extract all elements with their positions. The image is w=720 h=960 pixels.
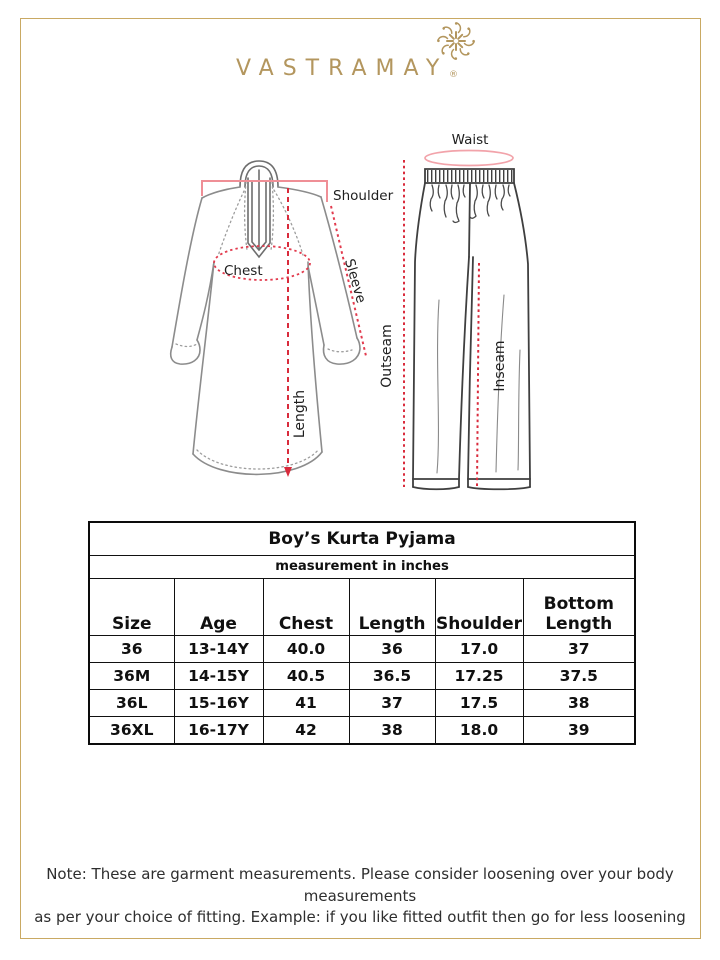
table-header-row	[89, 578, 635, 635]
table-row	[89, 635, 635, 662]
table-cell: 14-15Y	[174, 662, 263, 689]
inseam-label: Inseam	[492, 340, 508, 392]
column-header-age: Age	[174, 578, 263, 635]
waist-measure-ellipse	[425, 151, 513, 166]
table-cell: 40.0	[263, 635, 349, 662]
table-cell: 38	[523, 689, 635, 716]
column-header-length: Length	[349, 578, 435, 635]
table-cell: 37	[523, 635, 635, 662]
note-text	[32, 864, 688, 929]
sleeve-label: Sleeve	[341, 257, 369, 305]
length-label: Length	[292, 389, 308, 439]
kurta-outline-drawing	[171, 161, 360, 474]
table-cell: 36	[349, 635, 435, 662]
table-row	[89, 689, 635, 716]
chest-label: Chest	[224, 263, 263, 279]
table-cell: 36M	[89, 662, 174, 689]
table-cell: 17.25	[435, 662, 523, 689]
note-line-1: Note: These are garment measurements. Please consider loosening over your body measurements	[46, 865, 674, 905]
table-cell: 17.5	[435, 689, 523, 716]
table-cell: 36XL	[89, 716, 174, 744]
size-chart-section	[88, 521, 636, 745]
column-header-chest: Chest	[263, 578, 349, 635]
inseam-measure-line	[477, 263, 479, 487]
size-chart-subtitle: measurement in inches	[89, 555, 635, 578]
table-cell: 41	[263, 689, 349, 716]
outseam-label: Outseam	[379, 324, 395, 388]
table-cell: 16-17Y	[174, 716, 263, 744]
waist-label: Waist	[451, 132, 489, 148]
column-header-size: Size	[89, 578, 174, 635]
gold-border-frame	[20, 18, 701, 939]
ornament-icon	[435, 20, 477, 62]
length-measure-line	[284, 188, 292, 477]
table-cell: 36L	[89, 689, 174, 716]
registered-mark: ®	[449, 70, 458, 80]
table-cell: 36.5	[349, 662, 435, 689]
column-header-bottom-length: Bottom Length	[523, 578, 635, 635]
shoulder-label: Shoulder	[333, 188, 394, 204]
table-cell: 36	[89, 635, 174, 662]
table-cell: 37	[349, 689, 435, 716]
column-header-shoulder: Shoulder	[435, 578, 523, 635]
shoulder-measure-bracket	[202, 181, 327, 202]
table-cell: 37.5	[523, 662, 635, 689]
note-line-2: as per your choice of fitting. Example: if you like fitted outfit then go for less loosening	[34, 908, 686, 926]
table-row	[89, 662, 635, 689]
pyjama-outline-drawing	[413, 169, 530, 489]
brand-wordmark: VASTRAMAY	[236, 56, 449, 81]
table-cell: 39	[523, 716, 635, 744]
table-cell: 40.5	[263, 662, 349, 689]
table-cell: 18.0	[435, 716, 523, 744]
table-cell: 13-14Y	[174, 635, 263, 662]
size-chart-title: Boy’s Kurta Pyjama	[89, 522, 635, 555]
table-cell: 17.0	[435, 635, 523, 662]
table-cell: 42	[263, 716, 349, 744]
table-cell: 38	[349, 716, 435, 744]
table-row	[89, 716, 635, 744]
size-chart-table	[88, 521, 636, 745]
table-cell: 15-16Y	[174, 689, 263, 716]
